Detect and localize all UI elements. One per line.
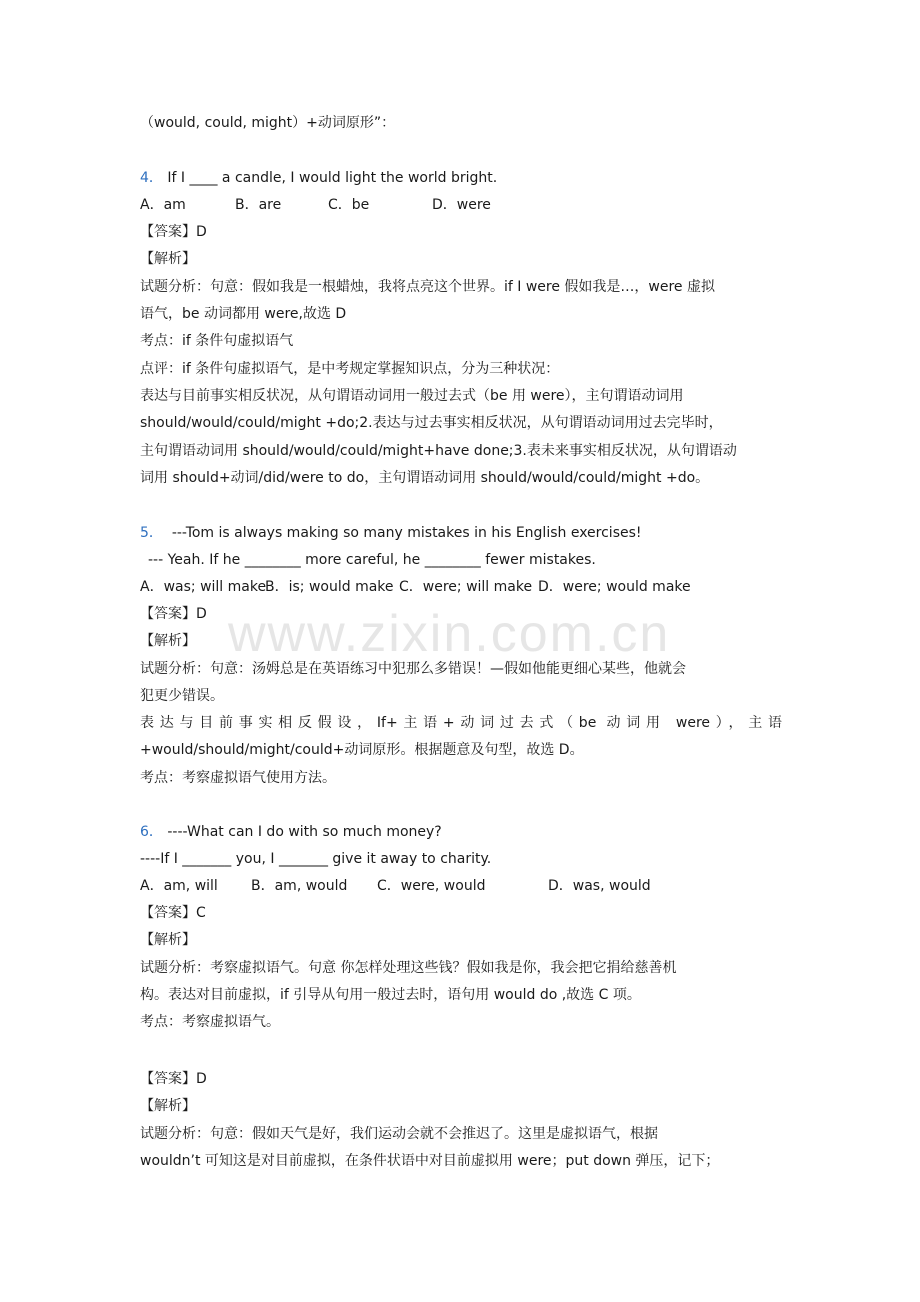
analysis-line: wouldn’t 可知这是对目前虚拟，在条件状语中对目前虚拟用 were；put down 弹压，记下； (140, 1153, 720, 1169)
analysis-line: 考点：if 条件句虚拟语气 (140, 333, 294, 349)
analysis-line: 表达与目前事实相反假设，If+主语+动词过去式（be 动词用 were），主语 (140, 715, 782, 731)
option-a: A．was; will make (140, 579, 267, 595)
analysis-line: 试题分析：句意：假如我是一根蜡烛，我将点亮这个世界。if I were 假如我是…，were 虚拟 (140, 279, 715, 295)
option-b: B．is; would make (265, 579, 394, 595)
question-6-reply: ----If I _______ you, I _______ give it away to charity. (140, 851, 492, 867)
question-number: 6． (140, 824, 163, 840)
answer-label: 【答案】D (140, 224, 207, 240)
question-text: ----What can I do with so much money? (167, 824, 442, 840)
analysis-line: 表达与目前事实相反状况，从句谓语动词用一般过去式（be 用 were），主句谓语动词用 (140, 388, 684, 404)
option-b: B．are (235, 197, 282, 213)
option-d: D．was, would (548, 878, 651, 894)
question-5-stem (140, 523, 782, 543)
analysis-label: 【解析】 (140, 932, 196, 948)
answer-label: 【答案】C (140, 905, 206, 921)
answer-label: 【答案】D (140, 1071, 207, 1087)
analysis-line: 语气，be 动词都用 were,故选 D (140, 306, 347, 322)
question-4-options (140, 195, 782, 215)
question-5-options (140, 577, 782, 597)
analysis-label: 【解析】 (140, 1098, 196, 1114)
option-a: A．am, will (140, 878, 218, 894)
question-text: If I ____ a candle, I would light the world bright. (167, 170, 498, 186)
analysis-line: 点评：if 条件句虚拟语气，是中考规定掌握知识点，分为三种状况： (140, 361, 560, 377)
analysis-line: +would/should/might/could+动词原形。根据题意及句型，故选 D。 (140, 742, 584, 758)
option-a: A．am (140, 197, 186, 213)
option-c: C．were, would (377, 878, 486, 894)
analysis-line: 考点：考察虚拟语气使用方法。 (140, 770, 336, 786)
option-d: D．were; would make (538, 579, 691, 595)
question-number: 4． (140, 170, 163, 186)
question-5-reply: --- Yeah. If he ________ more careful, he ________ fewer mistakes. (148, 552, 596, 568)
analysis-line: 构。表达对目前虚拟，if 引导从句用一般过去时，语句用 would do ,故选 C 项。 (140, 987, 641, 1003)
option-d: D．were (432, 197, 491, 213)
analysis-line: 试题分析：句意：汤姆总是在英语练习中犯那么多错误！—假如他能更细心某些，他就会 (140, 661, 686, 677)
analysis-label: 【解析】 (140, 251, 196, 267)
analysis-line: 试题分析：句意：假如天气是好，我们运动会就不会推迟了。这里是虚拟语气，根据 (140, 1126, 658, 1142)
question-number: 5． (140, 525, 163, 541)
watermark: www.zixin.com.cn (228, 605, 671, 663)
analysis-line: 词用 should+动词/did/were to do，主句谓语动词用 should/would/could/might +do。 (140, 470, 710, 486)
analysis-line: 主句谓语动词用 should/would/could/might+have done;3.表未来事实相反状况，从句谓语动 (140, 443, 737, 459)
analysis-line: 试题分析：考察虚拟语气。句意 你怎样处理这些钱？假如我是你，我会把它捐给慈善机 (140, 960, 677, 976)
option-c: C．were; will make (399, 579, 533, 595)
option-c: C．be (328, 197, 370, 213)
answer-label: 【答案】D (140, 606, 207, 622)
question-6-options (140, 876, 782, 896)
analysis-line: 犯更少错误。 (140, 688, 224, 704)
analysis-line: should/would/could/might +do;2.表达与过去事实相反状况，从句谓语动词用过去完毕时， (140, 415, 723, 431)
question-6-stem (140, 822, 782, 842)
question-4-stem (140, 168, 782, 188)
analysis-label: 【解析】 (140, 633, 196, 649)
question-text: ---Tom is always making so many mistakes in his English exercises! (171, 525, 642, 541)
option-b: B．am, would (251, 878, 348, 894)
intro-line: （would, could, might）+动词原形”： (140, 115, 396, 131)
analysis-line: 考点：考察虚拟语气。 (140, 1014, 280, 1030)
